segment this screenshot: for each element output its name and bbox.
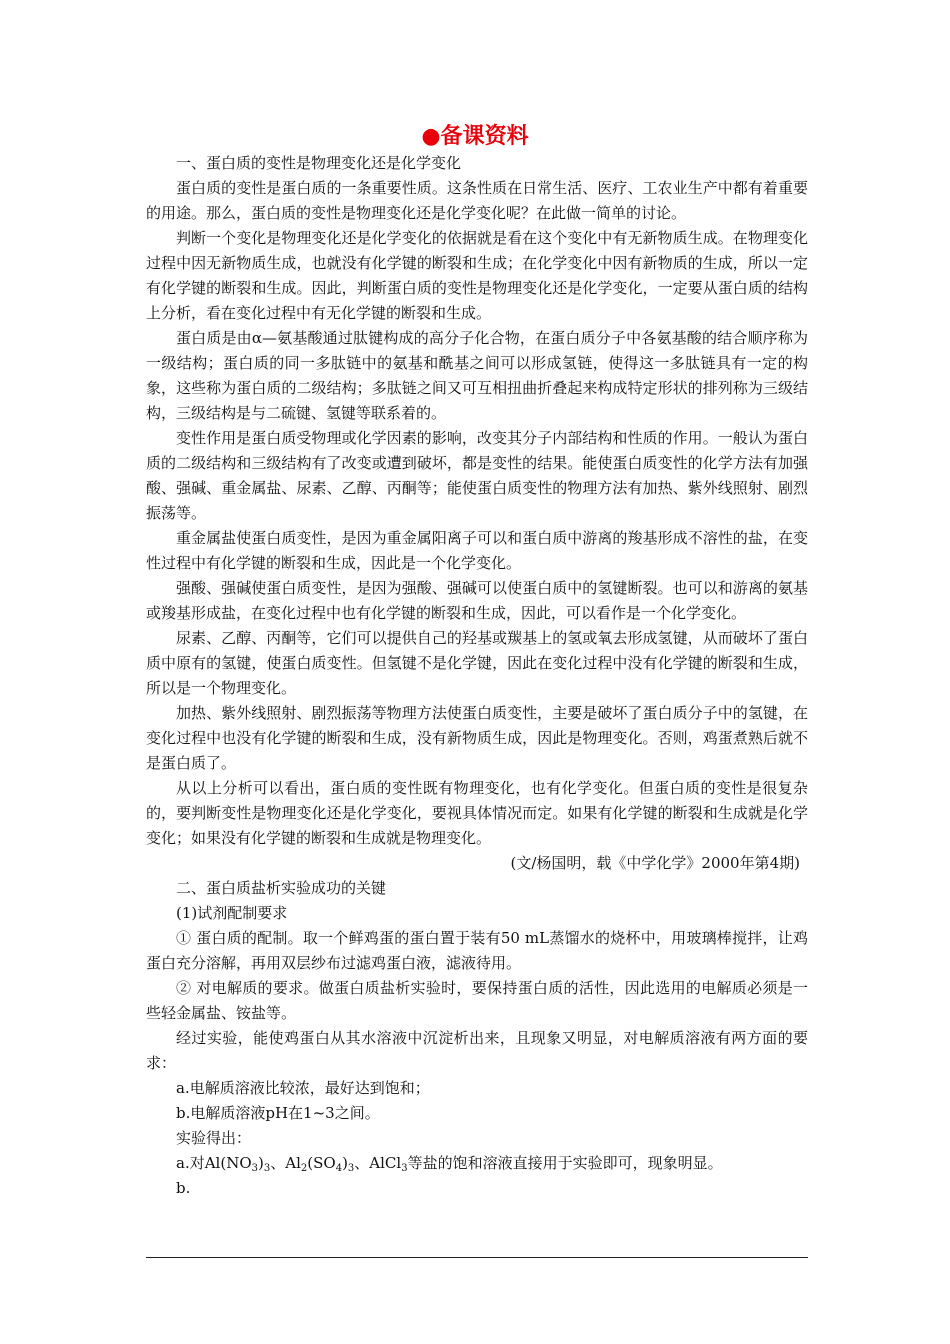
subscript: 3 <box>263 1163 271 1174</box>
subscript: 3 <box>251 1163 258 1174</box>
paragraph: 经过实验，能使鸡蛋白从其水溶液中沉淀析出来，且现象又明显，对电解质溶液有两方面的要求： <box>146 1029 808 1072</box>
paragraph: 变性作用是蛋白质受物理或化学因素的影响，改变其分子内部结构和性质的作用。一般认为蛋白质的二级结构和三级结构有了改变或遭到破坏，都是变性的结果。能使蛋白质变性的化学方法有加强酸、强碱、重金属盐、尿素、乙醇、丙酮等；能使蛋白质变性的物理方法有加热、紫外线照射、剧烈振荡等。 <box>146 429 808 522</box>
paragraph: 强酸、强碱使蛋白质变性，是因为强酸、强碱可以使蛋白质中的氢键断裂。也可以和游离的氨基或羧基形成盐，在变化过程中也有化学键的断裂和生成，因此，可以看作是一个化学变化。 <box>146 579 808 622</box>
text: (SO <box>307 1154 336 1172</box>
paragraph: 蛋白质是由α—氨基酸通过肽键构成的高分子化合物，在蛋白质分子中各氨基酸的结合顺序称为一级结构；蛋白质的同一多肽链中的氨基和酰基之间可以形成氢链，使得这一多肽链具有一定的构象，这些称为蛋白质的二级结构；多肽链之间又可互相扭曲折叠起来构成特定形状的排列称为三级结构，三级结构是与二硫键、氢键等联系着的。 <box>146 329 808 422</box>
list-item: ② 对电解质的要求。做蛋白质盐析实验时，要保持蛋白质的活性，因此选用的电解质必须是一些轻金属盐、铵盐等。 <box>146 979 808 1022</box>
paragraph: 尿素、乙醇、丙酮等，它们可以提供自己的羟基或羰基上的氢或氧去形成氢键，从而破坏了蛋白质中原有的氢键，使蛋白质变性。但氢键不是化学键，因此在变化过程中没有化学键的断裂和生成，所以是一个物理变化。 <box>146 629 808 697</box>
list-item: ① 蛋白质的配制。取一个鲜鸡蛋的蛋白置于装有50 mL蒸馏水的烧杯中，用玻璃棒搅拌，让鸡蛋白充分溶解，再用双层纱布过滤鸡蛋白液，滤液待用。 <box>146 929 808 972</box>
page-title: ●备课资料 <box>421 124 529 149</box>
paragraph: 实验得出： <box>176 1129 252 1147</box>
paragraph: 从以上分析可以看出，蛋白质的变性既有物理变化，也有化学变化。但蛋白质的变性是很复杂的，要判断变性是物理变化还是化学变化，要视具体情况而定。如果有化学键的断裂和生成就是化学变化；如果没有化学键的断裂和生成就是物理变化。 <box>146 779 808 847</box>
text: ) <box>342 1154 348 1172</box>
subscript: 2 <box>300 1163 308 1174</box>
list-item-formula <box>146 1151 808 1176</box>
paragraph: 蛋白质的变性是蛋白质的一条重要性质。这条性质在日常生活、医疗、工农业生产中都有着重要的用途。那么，蛋白质的变性是物理变化还是化学变化呢？在此做一简单的讨论。 <box>146 179 808 222</box>
paragraph: 加热、紫外线照射、剧烈振荡等物理方法使蛋白质变性，主要是破坏了蛋白质分子中的氢键，在变化过程中也没有化学键的断裂和生成，没有新物质生成，因此是物理变化。否则，鸡蛋煮熟后就不是蛋白质了。 <box>146 704 808 772</box>
text: 、Al <box>270 1154 301 1172</box>
text: ) <box>258 1154 264 1172</box>
list-item: a.电解质溶液比较浓，最好达到饱和； <box>176 1079 430 1097</box>
document-body <box>146 151 808 1201</box>
subscript: 3 <box>401 1163 408 1174</box>
section-2-heading: 二、蛋白质盐析实验成功的关键 <box>176 879 387 897</box>
footer-divider <box>146 1257 808 1258</box>
list-item: b.电解质溶液pH在1~3之间。 <box>176 1104 380 1122</box>
text: a.对Al(NO <box>176 1154 252 1172</box>
source-citation: (文/杨国明，载《中学化学》2000年第4期) <box>510 854 800 872</box>
paragraph: 判断一个变化是物理变化还是化学变化的依据就是看在这个变化中有无新物质生成。在物理变化过程中因无新物质生成，也就没有化学键的断裂和生成；在化学变化中因有新物质的生成，所以一定有化学键的断裂和生成。因此，判断蛋白质的变性是物理变化还是化学变化，一定要从蛋白质的结构上分析，看在变化过程中有无化学键的断裂和生成。 <box>146 229 808 322</box>
list-item: b. <box>176 1179 191 1197</box>
subheading: (1)试剂配制要求 <box>176 904 288 922</box>
section-1-heading: 一、蛋白质的变性是物理变化还是化学变化 <box>176 154 462 172</box>
text: 等盐的饱和溶液直接用于实验即可，现象明显。 <box>407 1154 723 1172</box>
subscript: 3 <box>347 1163 355 1174</box>
paragraph: 重金属盐使蛋白质变性，是因为重金属阳离子可以和蛋白质中游离的羧基形成不溶性的盐，在变性过程中有化学键的断裂和生成，因此是一个化学变化。 <box>146 529 808 572</box>
text: 、AlCl <box>354 1154 402 1172</box>
subscript: 4 <box>335 1163 343 1174</box>
